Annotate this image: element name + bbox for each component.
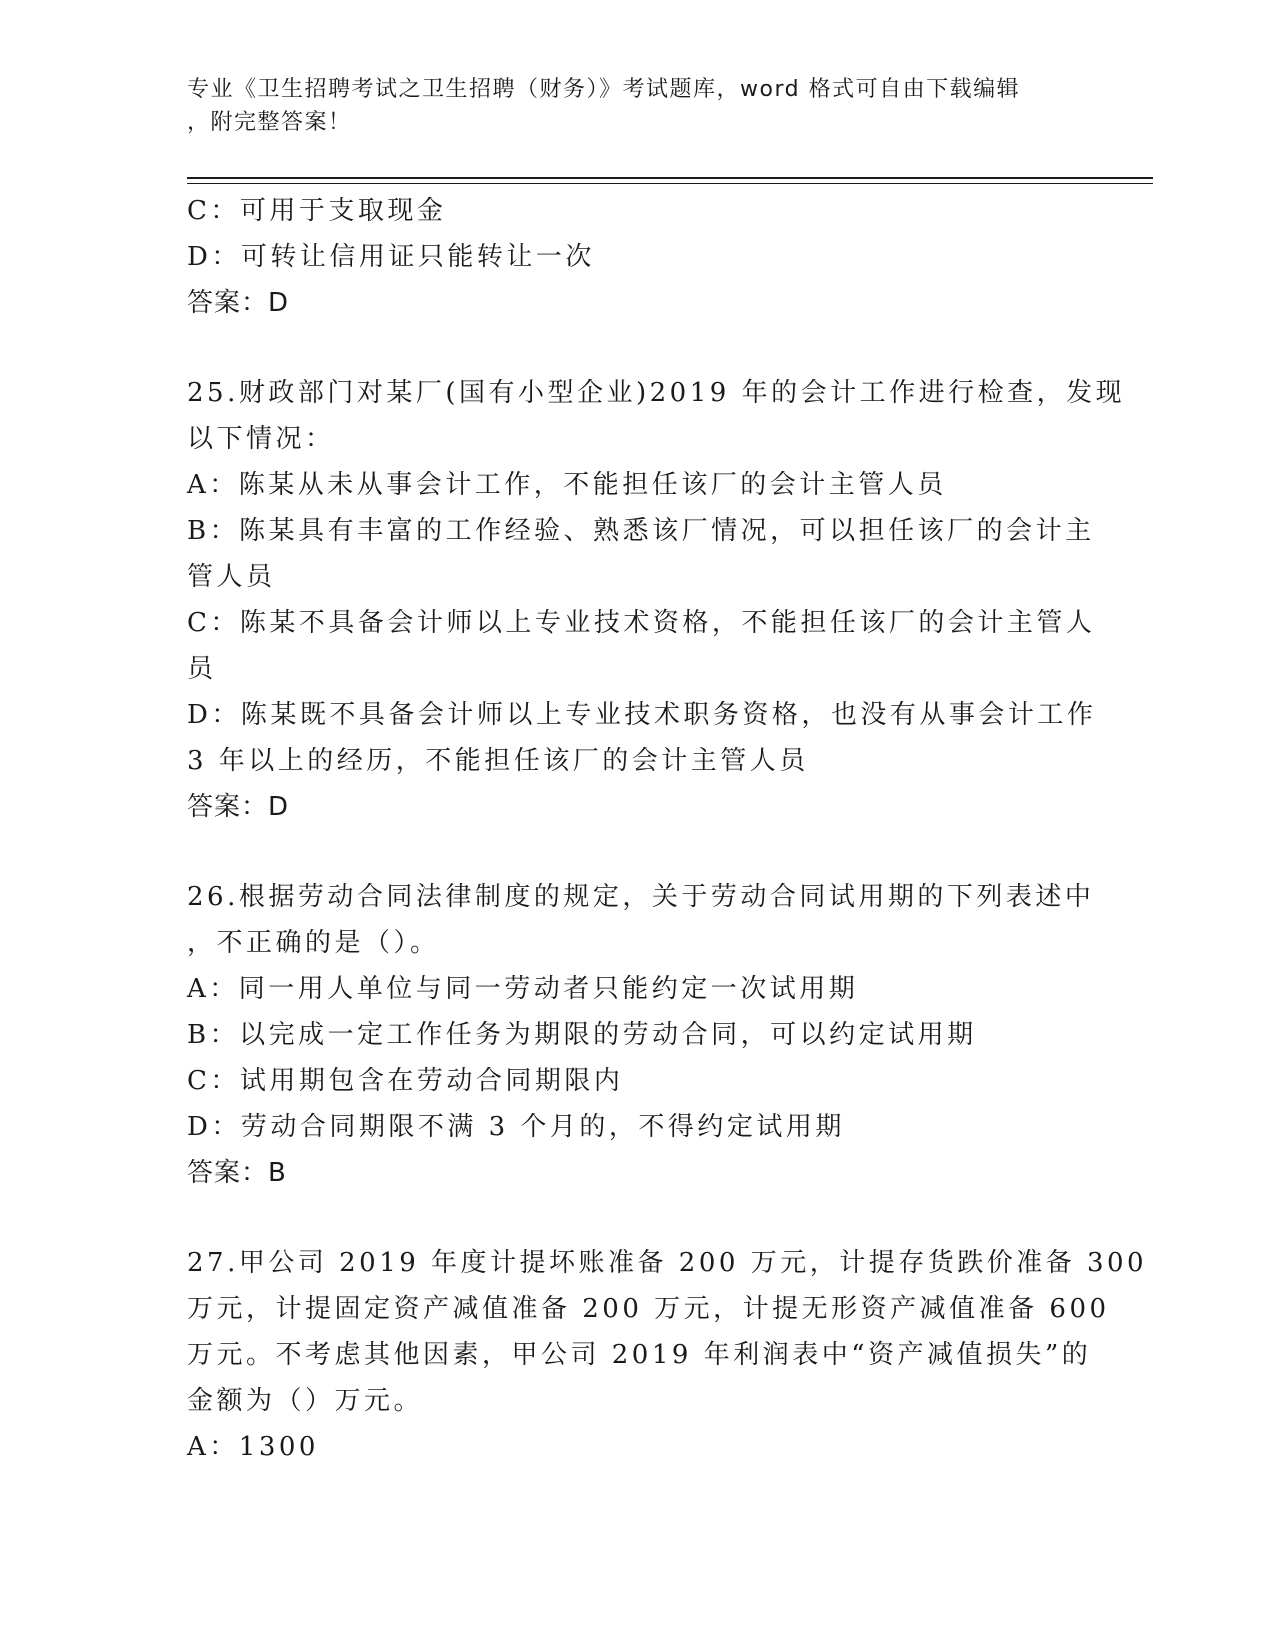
option-d: D：可转让信用证只能转让一次: [187, 242, 595, 272]
option-b-continued: 管人员: [187, 562, 276, 592]
answer-label: 答案：B: [187, 1158, 287, 1188]
option-a: A：1300: [187, 1432, 319, 1462]
question-stem: ，不正确的是（）。: [187, 928, 440, 958]
option-a: A：同一用人单位与同一劳动者只能约定一次试用期: [187, 974, 859, 1004]
option-c: C：试用期包含在劳动合同期限内: [187, 1066, 624, 1096]
option-c: C：可用于支取现金: [187, 196, 447, 226]
question-24-continued: [187, 188, 1087, 326]
option-d-continued: 3 年以上的经历，不能担任该厂的会计主管人员: [187, 746, 809, 776]
question-26: [187, 874, 1095, 1196]
question-25: [187, 370, 1126, 830]
document-header: [187, 73, 1087, 139]
option-d: D：陈某既不具备会计师以上专业技术职务资格，也没有从事会计工作: [187, 700, 1097, 730]
answer-label: 答案：D: [187, 288, 290, 318]
header-divider: [187, 177, 1153, 179]
question-stem: 金额为（）万元。: [187, 1386, 424, 1416]
question-stem: 25.财政部门对某厂(国有小型企业)2019 年的会计工作进行检查，发现: [187, 378, 1126, 408]
option-c: C：陈某不具备会计师以上专业技术资格，不能担任该厂的会计主管人: [187, 608, 1096, 638]
spacer: [187, 326, 1087, 370]
question-stem: 万元，计提固定资产减值准备 200 万元，计提无形资产减值准备 600: [187, 1294, 1110, 1324]
spacer: [187, 830, 1087, 874]
header-divider-thin: [187, 183, 1153, 184]
answer-label: 答案：D: [187, 792, 290, 822]
option-a: A：陈某从未从事会计工作，不能担任该厂的会计主管人员: [187, 470, 947, 500]
question-stem: 以下情况：: [187, 424, 335, 454]
question-stem: 27.甲公司 2019 年度计提坏账准备 200 万元，计提存货跌价准备 300: [187, 1248, 1148, 1278]
header-line: 专业《卫生招聘考试之卫生招聘（财务）》考试题库，word 格式可自由下载编辑: [187, 77, 1021, 102]
option-d: D：劳动合同期限不满 3 个月的，不得约定试用期: [187, 1112, 845, 1142]
option-c-continued: 员: [187, 654, 217, 684]
question-stem: 26.根据劳动合同法律制度的规定，关于劳动合同试用期的下列表述中: [187, 882, 1095, 912]
header-line: ，附完整答案！: [187, 110, 352, 135]
spacer: [187, 1196, 1087, 1240]
question-27: [187, 1240, 1148, 1470]
option-b: B：以完成一定工作任务为期限的劳动合同，可以约定试用期: [187, 1020, 977, 1050]
question-list: [187, 188, 1148, 1470]
option-b: B：陈某具有丰富的工作经验、熟悉该厂情况，可以担任该厂的会计主: [187, 516, 1095, 546]
question-stem: 万元。不考虑其他因素，甲公司 2019 年利润表中“资产减值损失”的: [187, 1340, 1092, 1370]
